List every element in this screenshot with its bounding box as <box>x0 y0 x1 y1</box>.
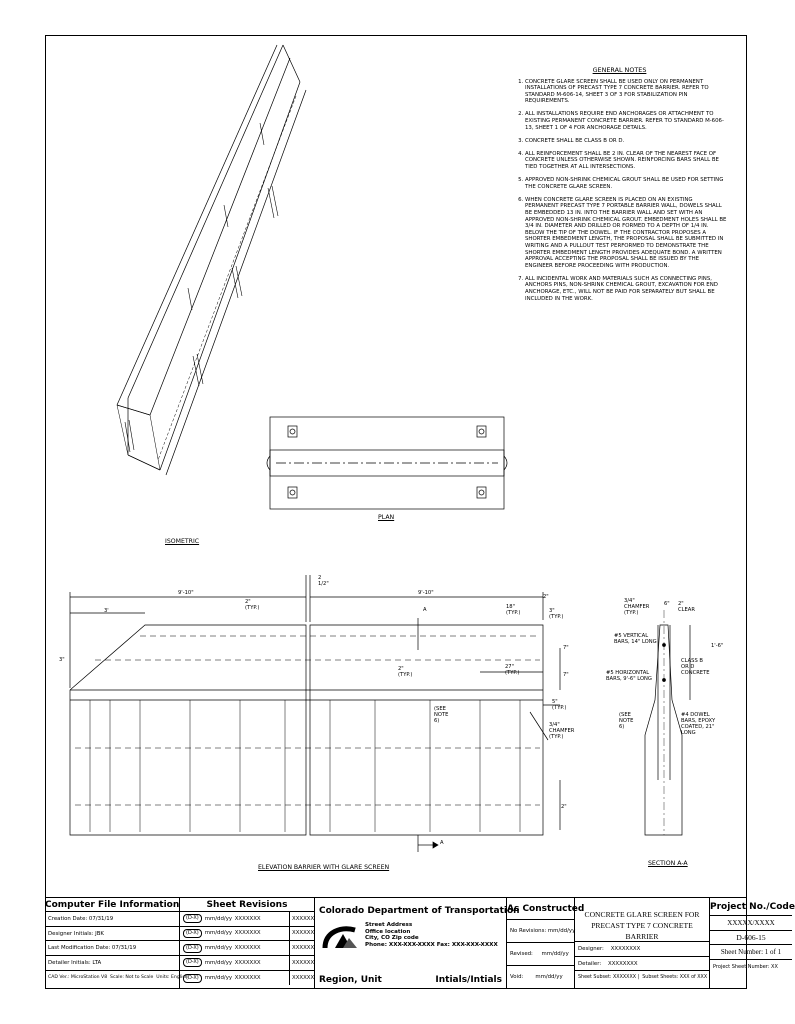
revision-row <box>180 956 314 971</box>
dept-office: Office location <box>365 928 411 935</box>
isometric-label: ISOMETRIC <box>165 538 200 545</box>
revision-row <box>180 912 314 927</box>
no-revisions-row <box>507 920 574 943</box>
dim-top-gap: 2 1/2" <box>318 575 329 587</box>
revision-symbol: (D-X) <box>183 929 202 938</box>
dim-see-note: (SEE NOTE 6) <box>434 706 449 724</box>
revised-row <box>507 943 574 966</box>
drawing-title-block <box>575 898 710 989</box>
designer-row <box>575 942 709 957</box>
revision-rows <box>180 912 314 985</box>
revision-row <box>180 927 314 942</box>
project-sheet-number: Project Sheet Number: XX <box>713 964 778 971</box>
revision-initials: XXXXXX <box>289 971 314 986</box>
subset-row: Sheet Subset: XXXXXXX | Subset Sheets: XXX of XXX <box>578 975 708 981</box>
revision-description: XXXXXXX <box>234 930 261 937</box>
elevation-view <box>70 575 560 852</box>
dim-typ-18: 18" (TYP.) <box>506 604 521 616</box>
sec-vert-bars: #5 VERTICAL BARS, 14" LONG <box>614 633 657 645</box>
sec-see-note: (SEE NOTE 6) <box>619 712 634 730</box>
dim-right-length: 9'-10" <box>418 590 434 596</box>
revised-label: Revised: <box>510 951 533 957</box>
dim-typ-2: 2" (TYP.) <box>245 599 260 611</box>
dim-typ-5: 5" (TYP.) <box>552 699 567 711</box>
sec-clear: 2" CLEAR <box>678 601 695 613</box>
project-block <box>710 898 795 989</box>
drawing-title <box>575 898 709 942</box>
dim-left-height: 3" <box>59 657 65 663</box>
sheet-revisions <box>180 898 315 989</box>
revision-symbol: (D-X) <box>183 914 202 923</box>
subset-sheets: Subset Sheets: XXX of XXX <box>642 975 708 981</box>
dept-initials: Intials/Intials <box>435 975 502 985</box>
cad-version: CAD Ver.: MicroStation V8 <box>48 974 108 980</box>
section-cut-bottom: A <box>440 840 444 846</box>
revision-initials: XXXXXX <box>289 941 314 956</box>
revision-row <box>180 941 314 956</box>
void-row <box>507 966 574 988</box>
revision-symbol: (D-X) <box>183 944 202 953</box>
note-item: 6. WHEN CONCRETE GLARE SCREEN IS PLACED ON AN EXISTING PERMANENT PRECAST TYPE 7 PORTABLE BARRIER WALL, DOWELS SHALL BE EMBEDDED 13 IN. INTO THE BARRIER WALL AND SET WITH AN APPROVED NON-SHRINK CHEMICAL GROUT. EMBEDMENT HOLES SHALL BE 3/4 IN. DIAMETER AND DRILLED OR FORMED TO A DEPTH OF 1/4 IN. BELOW THE TIP OF THE DOWEL. IF THE CONTRACTOR PROPOSES A SHORTER EMBEDMENT LENGTH, THE PROPOSAL SHALL BE SUBMITTED IN WRITING AND A PULLOUT TEST PERFORMED TO DEMONSTRATE THE SHORTER EMBEDMENT LENGTH PROVIDES ADEQUATE BOND. A WRITTEN APPROVAL ACCEPTING THE PROPOSAL SHALL BE ISSUED BY THE ENGINEER BEFORE PROCEEDING WITH PRODUCTION. <box>525 197 727 270</box>
drawing-title-line2: PRECAST TYPE 7 CONCRETE BARRIER <box>591 921 693 941</box>
dept-city: City, CO Zip code <box>365 935 419 942</box>
department-name: Colorado Department of Transportation <box>319 906 520 916</box>
dim-taper: 3' <box>104 608 109 614</box>
revision-date: mm/dd/yy <box>204 959 233 966</box>
revision-date: mm/dd/yy <box>204 974 233 981</box>
department-address <box>365 922 498 948</box>
last-mod-date: Last Modification Date: 07/31/19 <box>45 941 179 956</box>
sec-chamfer: 3/4" CHAMFER (TYP.) <box>624 598 650 616</box>
revision-description: XXXXXXX <box>234 959 261 966</box>
detailer-initials: Detailer Initials: LTA <box>45 956 179 971</box>
subset-label: Sheet Subset: <box>578 975 612 981</box>
general-notes <box>512 67 727 309</box>
sec-horiz-bars: #5 HORIZONTAL BARS, 9'-6" LONG <box>606 670 652 682</box>
standard-number: D-606-15 <box>710 931 792 946</box>
designer-initials: Designer Initials: JBK <box>45 927 179 942</box>
revision-description: XXXXXXX <box>234 974 261 981</box>
sec-dim-6: 6" <box>664 601 670 607</box>
revision-initials: XXXXXX <box>289 912 314 927</box>
cad-scale: Scale: Not to Scale <box>110 974 154 980</box>
note-item: 5. APPROVED NON-SHRINK CHEMICAL GROUT SHALL BE USED FOR SETTING THE CONCRETE GLARE SCREEN. <box>525 177 727 190</box>
note-item: 4. ALL REINFORCEMENT SHALL BE 2 IN. CLEAR OF THE NEAREST FACE OF CONCRETE UNLESS OTHERWISE SHOWN. REINFORCING BARS SHALL BE TIED TOGETHER AT ALL INTERSECTIONS. <box>525 151 727 171</box>
revision-row <box>180 971 314 986</box>
cad-units: Units: English <box>156 974 188 980</box>
revision-symbol: (D-X) <box>183 974 202 983</box>
drawing-title-line1: CONCRETE GLARE SCREEN FOR <box>584 910 700 919</box>
revision-description: XXXXXXX <box>234 915 261 922</box>
cdot-logo <box>321 922 361 952</box>
dim-typ-2b: 2" (TYP.) <box>398 666 413 678</box>
subset-value: XXXXXXX <box>613 975 637 981</box>
project-code: XXXXX/XXXX <box>710 916 792 931</box>
general-notes-list <box>512 79 727 303</box>
revision-date: mm/dd/yy <box>204 915 233 922</box>
project-header: Project No./Code <box>710 898 792 916</box>
as-constructed-header: As Constructed <box>507 898 574 920</box>
region-unit: Region, Unit <box>319 975 382 985</box>
file-info-header: Computer File Information <box>45 900 180 910</box>
revision-description: XXXXXXX <box>234 944 261 951</box>
sec-height: 1'-6" <box>711 643 724 649</box>
dim-2-top: 2" <box>543 594 549 600</box>
revision-initials: XXXXXX <box>289 956 314 971</box>
general-notes-heading: GENERAL NOTES <box>592 66 647 74</box>
void-date: mm/dd/yy <box>535 974 563 980</box>
dim-chamfer: 3/4" CHAMFER (TYP.) <box>549 722 575 740</box>
section-cut-top: A <box>423 607 427 613</box>
plan-label: PLAN <box>378 514 395 521</box>
no-revisions-date: mm/dd/yy <box>547 928 576 934</box>
file-info <box>45 898 188 989</box>
sec-dowels: #4 DOWEL BARS, EPOXY COATED, 21" LONG <box>681 712 716 736</box>
elevation-label: ELEVATION BARRIER WITH GLARE SCREEN <box>258 864 390 871</box>
revision-initials: XXXXXX <box>289 926 314 941</box>
as-constructed <box>507 898 585 989</box>
creation-date: Creation Date: 07/31/19 <box>45 912 179 927</box>
note-item: 1. CONCRETE GLARE SCREEN SHALL BE USED ONLY ON PERMANENT INSTALLATIONS OF PRECAST TYPE 7 CONCRETE BARRIER. REFER TO STANDARD M-606-14, SHEET 3 OF 3 FOR STABILIZATION PIN REQUIREMENTS. <box>525 79 727 105</box>
section-label: SECTION A-A <box>648 860 688 867</box>
note-item: 2. ALL INSTALLATIONS REQUIRE END ANCHORAGES OR ATTACHMENT TO EXISTING PERMANENT CONCRETE BARRIER. REFER TO STANDARD M-606-13, SHEET 1 OF 4 FOR ANCHORAGE DETAILS. <box>525 111 727 131</box>
detailer-label: Detailer: <box>578 960 602 967</box>
void-label: Void: <box>510 974 524 980</box>
designer-label: Designer: <box>578 946 604 952</box>
isometric-view <box>117 45 306 475</box>
title-block <box>45 897 795 989</box>
cad-info <box>45 971 188 986</box>
revision-date: mm/dd/yy <box>204 944 233 951</box>
note-item: 7. ALL INCIDENTAL WORK AND MATERIALS SUCH AS CONNECTING PINS, ANCHORS PINS, NON-SHRINK CHEMICAL GROUT, EXCAVATION FOR END ANCHORAGE, ETC., WILL NOT BE PAID FOR SEPARATELY BUT SHALL BE INCLUDED IN THE WORK. <box>525 276 727 302</box>
detailer-row <box>575 957 709 972</box>
dim-typ-27: 27" (TYP.) <box>505 664 520 676</box>
no-revisions-label: No Revisions: <box>510 928 547 934</box>
sec-class: CLASS B OR D CONCRETE <box>681 658 710 676</box>
revision-date: mm/dd/yy <box>204 930 233 937</box>
dim-7a: 7" <box>563 645 569 651</box>
revision-symbol: (D-X) <box>183 958 202 967</box>
detailer-value: XXXXXXXX <box>608 960 638 967</box>
plan-view <box>267 417 507 509</box>
dim-typ-3: 3" (TYP.) <box>549 608 564 620</box>
revisions-header: Sheet Revisions <box>180 898 314 912</box>
dim-left-length: 9'-10" <box>178 590 194 596</box>
dim-7b: 7" <box>563 672 569 678</box>
dim-2-bot: 2" <box>561 804 567 810</box>
designer-value: XXXXXXXX <box>610 946 641 952</box>
dept-street: Street Address <box>365 922 413 928</box>
revised-date: mm/dd/yy <box>541 951 569 957</box>
sheet-number: Sheet Number: 1 of 1 <box>710 945 792 960</box>
dept-phone: Phone: XXX-XXX-XXXX Fax: XXX-XXX-XXXX <box>365 941 498 948</box>
note-item: 3. CONCRETE SHALL BE CLASS B OR D. <box>525 138 727 145</box>
